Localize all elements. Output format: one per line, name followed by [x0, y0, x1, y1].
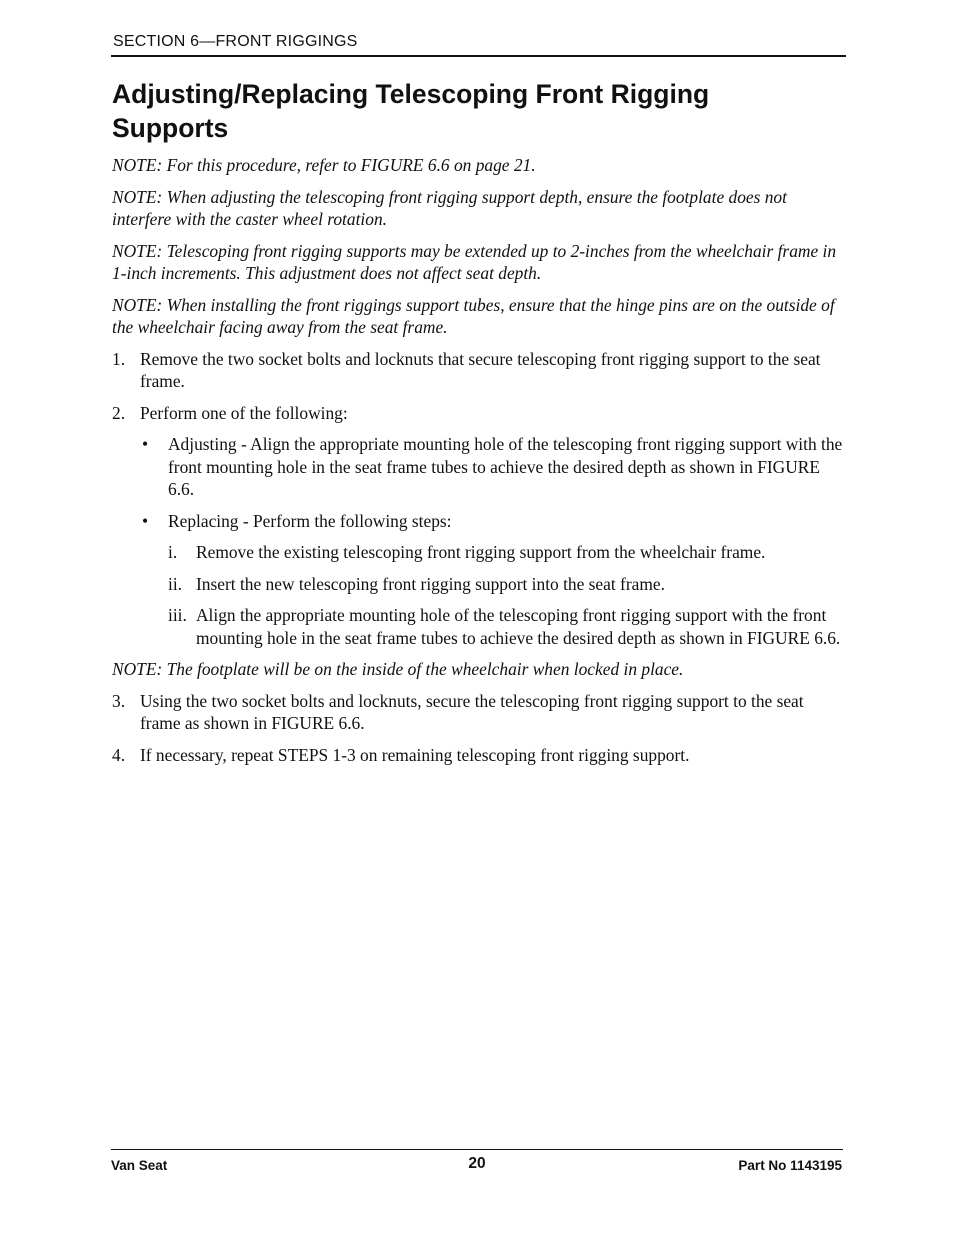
step-text: Using the two socket bolts and locknuts, secure the telescoping front rigging support to the seat frame as shown in FIGURE 6.6.	[140, 690, 804, 733]
substep-item	[168, 573, 847, 596]
substep-number: i.	[168, 542, 178, 562]
footer-divider	[111, 1149, 843, 1150]
substep-text: Align the appropriate mounting hole of the telescoping front rigging support with the front mounting hole in the seat frame tubes to achieve the desired depth as shown in FIGURE 6.6.	[196, 605, 841, 648]
substep-number: iii.	[168, 605, 187, 625]
page-number: 20	[468, 1155, 486, 1172]
bullet-text: Replacing - Perform the following steps:	[168, 510, 452, 531]
substep-number: ii.	[168, 573, 183, 594]
substep-item	[168, 541, 847, 564]
note-extension-range: NOTE: Telescoping front rigging supports may be extended up to 2-inches from the wheelchair frame in 1-inch increments. This adjustment does not affect seat depth.	[112, 240, 837, 283]
bullet-text: Adjusting - Align the appropriate mounting hole of the telescoping front rigging support with the front mounting hole in the seat frame tubes to achieve the desired depth as shown in FIGURE 6.6.	[168, 434, 843, 499]
note-hinge-pins: NOTE: When installing the front riggings support tubes, ensure that the hinge pins are on the outside of the wheelchair facing away from the seat frame.	[112, 294, 835, 337]
step-text: Remove the two socket bolts and locknuts that secure telescoping front rigging support to the seat frame.	[140, 348, 821, 391]
note-caster-clearance: NOTE: When adjusting the telescoping front rigging support depth, ensure the footplate does not interfere with the caster wheel rotation.	[112, 186, 787, 229]
bullet-mark: •	[142, 510, 149, 531]
bullet-mark: •	[142, 434, 149, 454]
substep-item	[168, 604, 847, 649]
note-footplate: NOTE: The footplate will be on the inside of the wheelchair when locked in place.	[112, 659, 684, 679]
step-item	[112, 402, 847, 425]
bullet-item	[140, 510, 847, 533]
section-header: SECTION 6—FRONT RIGGINGS	[113, 33, 358, 50]
header-divider	[111, 55, 846, 57]
step-text: If necessary, repeat STEPS 1-3 on remaining telescoping front rigging support.	[140, 744, 690, 765]
step-item	[112, 690, 847, 735]
substep-text: Insert the new telescoping front rigging support into the seat frame.	[196, 573, 665, 594]
footer-product-name: Van Seat	[111, 1158, 168, 1173]
step-number: 1.	[112, 348, 126, 369]
step-text: Perform one of the following:	[140, 402, 348, 423]
substep-text: Remove the existing telescoping front rigging support from the wheelchair frame.	[196, 542, 766, 562]
note-figure-reference: NOTE: For this procedure, refer to FIGURE 6.6 on page 21.	[112, 155, 536, 175]
footer-part-number: Part No 1143195	[738, 1158, 842, 1173]
step-item	[112, 744, 847, 767]
page-title: Adjusting/Replacing Telescoping Front Rigging Supports	[112, 79, 710, 143]
step-number: 4.	[112, 744, 126, 765]
bullet-item	[140, 433, 847, 501]
step-number: 2.	[112, 402, 126, 423]
step-number: 3.	[112, 690, 126, 711]
document-body	[112, 154, 847, 775]
step-item	[112, 348, 847, 393]
